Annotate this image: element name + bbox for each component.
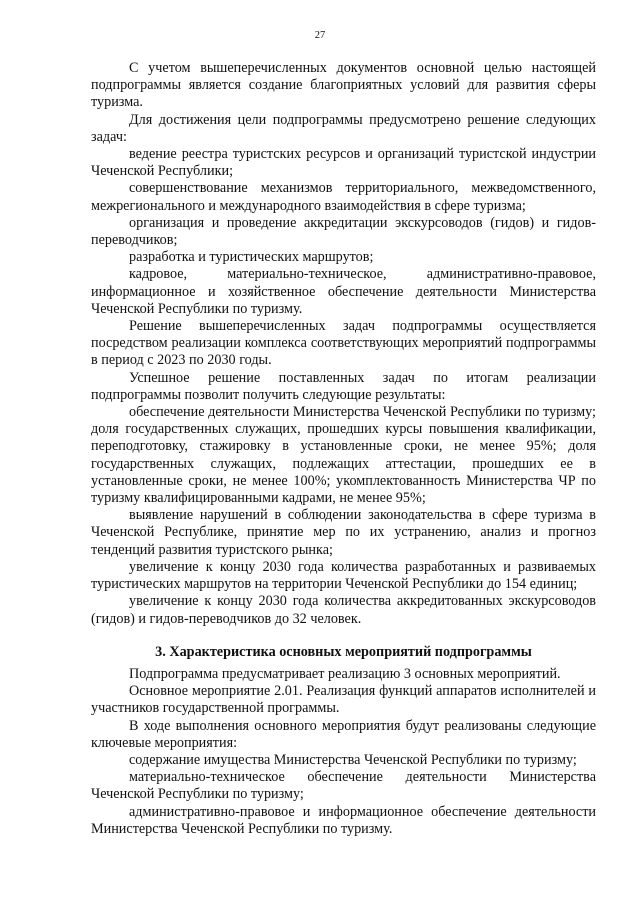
paragraph-tasks-intro: Для достижения цели подпрограммы предусмотрено решение следующих задач:	[91, 111, 596, 145]
paragraph-result-violations: выявление нарушений в соблюдении законодательства в сфере туризма в Чеченской Республике, принятие мер по их устранению, анализ и прогноз тенденций развития туристского рынка;	[91, 507, 596, 558]
paragraph-task-accreditation: организация и проведение аккредитации экскурсоводов (гидов) и гидов-переводчиков;	[91, 214, 596, 249]
paragraph-task-registry: ведение реестра туристских ресурсов и организаций туристской индустрии Чеченской Республики;	[91, 146, 596, 180]
paragraph-activity-property: содержание имущества Министерства Чеченской Республики по туризму;	[129, 751, 577, 768]
paragraph-task-routes: разработка и туристических маршрутов;	[129, 249, 374, 266]
paragraph-activities-count: Подпрограмма предусматривает реализацию 3 основных мероприятий.	[129, 665, 561, 682]
paragraph-activity-legal: административно-правовое и информационное обеспечение деятельности Министерства Чеченской Республики по туризму.	[91, 803, 596, 837]
paragraph-key-activities-intro: В ходе выполнения основного мероприятия будут реализованы следующие ключевые мероприятия:	[91, 717, 596, 751]
paragraph-result-ministry: обеспечение деятельности Министерства Чеченской Республики по туризму; доля государственных служащих, прошедших курсы повышения квалификации, переподготовку, стажировку в установленные сроки, не менее 95%; доля государственных служащих, подлежащих аттестации, прошедших ее в установленные сроки, не менее 100%; укомплектованность Министерства ЧР по туризму квалифицированными кадрами, не менее 95%;	[91, 404, 596, 507]
paragraph-task-mechanisms: совершенствование механизмов территориального, межведомственного, межрегионального и международного взаимодействия в сфере туризма;	[91, 180, 596, 214]
section-heading: 3. Характеристика основных мероприятий подпрограммы	[155, 643, 532, 660]
paragraph-task-support: кадровое, материально-техническое, административно-правовое, информационное и хозяйственное обеспечение деятельности Министерства Чеченской Республики по туризму.	[91, 266, 596, 317]
page-number: 27	[314, 30, 326, 41]
paragraph-implementation: Решение вышеперечисленных задач подпрограммы осуществляется посредством реализации комплекса соответствующих мероприятий подпрограммы в период с 2023 по 2030 годы.	[91, 318, 596, 369]
document-body	[91, 60, 596, 838]
paragraph-result-routes: увеличение к концу 2030 года количества разработанных и развиваемых туристических маршрутов на территории Чеченской Республики до 154 единиц;	[91, 558, 596, 593]
paragraph-activity-material: материально-техническое обеспечение деятельности Министерства Чеченской Республики по туризму;	[91, 769, 596, 803]
paragraph-main-activity: Основное мероприятие 2.01. Реализация функций аппаратов исполнителей и участников государственной программы.	[91, 683, 596, 717]
paragraph-result-guides: увеличение к концу 2030 года количества аккредитованных экскурсоводов (гидов) и гидов-переводчиков до 32 человек.	[91, 593, 596, 627]
paragraph-results-intro: Успешное решение поставленных задач по итогам реализации подпрограммы позволит получить следующие результаты:	[91, 369, 596, 403]
paragraph-goal: С учетом вышеперечисленных документов основной целью настоящей подпрограммы является создание благоприятных условий для развития сферы туризма.	[91, 60, 596, 111]
